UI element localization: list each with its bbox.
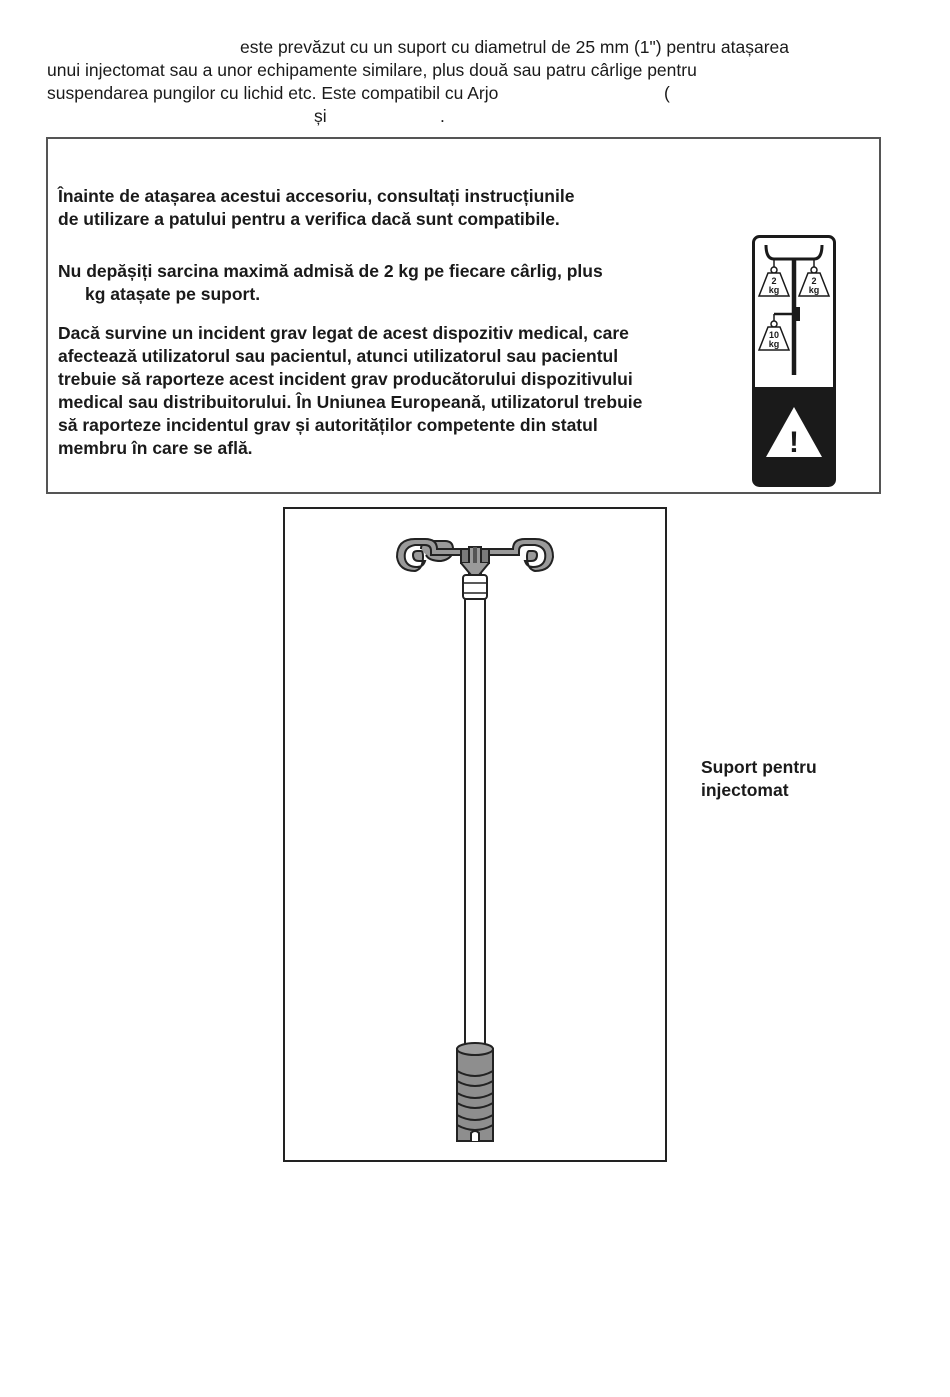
figure-box [283, 507, 667, 1162]
holder-clamp-icon [792, 307, 800, 321]
pole-grip-illustration [457, 1043, 493, 1141]
intro-line-3a: suspendarea pungilor cu lichid etc. Este compatibil cu Arjo [47, 83, 499, 103]
warning-compatibility-line-2: de utilizare a patului pentru a verifica dacă sunt compatibile. [58, 209, 560, 229]
warning-incident-line-6: membru în care se află. [58, 438, 253, 458]
warning-load-line-1: Nu depășiți sarcina maximă admisă de 2 kg pe fiecare cârlig, plus [58, 261, 603, 281]
intro-line-2: unui injectomat sau a unor echipamente similare, plus două sau patru cârlige pentru [47, 60, 697, 80]
warning-incident-line-1: Dacă survine un incident grav legat de acest dispozitiv medical, care [58, 323, 629, 343]
holder-load-value: 10 [768, 330, 780, 340]
hook-load-right-value: 2 [811, 276, 817, 286]
warning-incident-line-4: medical sau distribuitorului. În Uniunea Europeană, utilizatorul trebuie [58, 392, 643, 412]
warning-incident-line-2: afectează utilizatorul sau pacientul, atunci utilizatorul sau pacientul [58, 346, 619, 366]
warning-incident-line-3: trebuie să raporteze acest incident grav producătorului dispozitivului [58, 369, 633, 389]
warning-load-line-2: kg atașate pe suport. [85, 284, 261, 304]
warning-exclamation-icon: ! [789, 426, 799, 459]
warning-compatibility-line-1: Înainte de atașarea acestui accesoriu, consultați instrucțiunile [58, 186, 575, 206]
hook-load-left-unit: kg [768, 285, 780, 295]
pole-illustration [463, 575, 487, 1045]
warning-box [46, 137, 881, 494]
syringe-driver-holder-illustration [285, 509, 665, 1160]
hook-bar-illustration [397, 539, 553, 575]
caption-line-2: injectomat [701, 780, 789, 800]
warning-incident-line-5: să raporteze incidentul grav și autorităților competente din statul [58, 415, 598, 435]
intro-line-4a: și [314, 106, 327, 126]
hook-load-right-unit: kg [808, 285, 820, 295]
figure-caption [701, 756, 817, 802]
hook-load-left-value: 2 [771, 276, 777, 286]
holder-load-unit: kg [768, 339, 780, 349]
caption-line-1: Suport pentru [701, 757, 817, 777]
intro-line-4b: . [440, 106, 445, 126]
intro-line-3b: ( [664, 83, 670, 103]
max-load-warning-icon [752, 235, 836, 487]
intro-line-1: este prevăzut cu un suport cu diametrul de 25 mm (1") pentru atașarea [240, 37, 789, 57]
